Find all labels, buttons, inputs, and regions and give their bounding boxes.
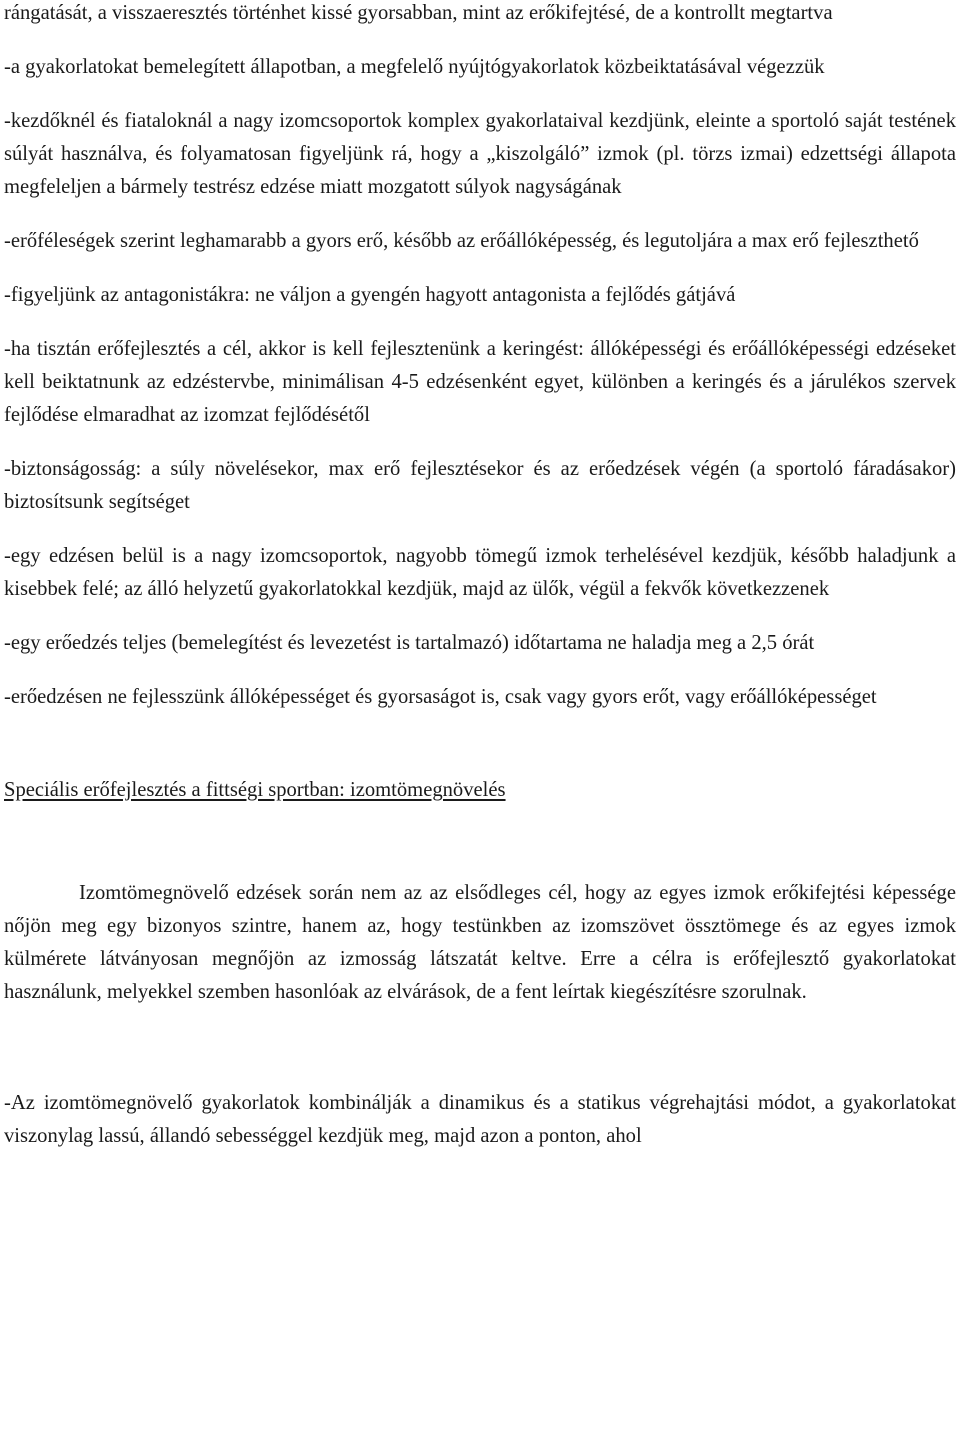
intro-paragraph: Izomtömegnövelő edzések során nem az az elsődleges cél, hogy az egyes izmok erőkifejtési képessége nőjön meg egy bizonyos szintre, hanem az, hogy testünkben az izomszövet össztömege és az egyes izmok külmérete látványosan megnőjön az izmosság látszatát keltve. Erre a célra is erőfejlesztő gyakorlatokat használunk, melyekkel szemben hasonlóak az elvárások, de a fent leírtak kiegészítésre szorulnak. (4, 882, 956, 1003)
list-item: -figyeljünk az antagonistákra: ne váljon a gyengén hagyott antagonista a fejlődés gátjává (4, 284, 736, 306)
list-item: -biztonságosság: a súly növelésekor, max erő fejlesztésekor és az erőedzések végén (a sportoló fáradásakor) biztosítsunk segítséget (4, 458, 956, 513)
list-item: -egy erőedzés teljes (bemelegítést és levezetést is tartalmazó) időtartama ne haladja meg a 2,5 órát (4, 632, 815, 654)
list-item: -Az izomtömegnövelő gyakorlatok kombinálják a dinamikus és a statikus végrehajtási módot, a gyakorlatokat viszonylag lassú, állandó sebességgel kezdjük meg, majd azon a ponton, ahol (4, 1092, 956, 1147)
list-item: -egy edzésen belül is a nagy izomcsoportok, nagyobb tömegű izmok terhelésével kezdjük, később haladjunk a kisebbek felé; az álló helyzetű gyakorlatokkal kezdjük, majd az ülők, végül a fekvők következzenek (4, 545, 956, 600)
paragraph-continuation: rángatását, a visszaeresztés történhet kissé gyorsabban, mint az erőkifejtésé, de a kontrollt megtartva (4, 2, 833, 24)
document-page (4, 0, 956, 1174)
section-heading: Speciális erőfejlesztés a fittségi sportban: izomtömegnövelés (4, 779, 506, 801)
list-item: -erőféleségek szerint leghamarabb a gyors erő, később az erőállóképesség, és legutoljára a max erő fejleszthető (4, 230, 919, 252)
list-item: -a gyakorlatokat bemelegített állapotban, a megfelelő nyújtógyakorlatok közbeiktatásával végezzük (4, 56, 825, 78)
list-item: -kezdőknél és fiataloknál a nagy izomcsoportok komplex gyakorlataival kezdjünk, eleinte a sportoló saját testének súlyát használva, és folyamatosan figyeljünk rá, hogy a „kiszolgáló” izmok (pl. törzs izmai) edzettségi állapota megfeleljen a bármely testrész edzése miatt mozgatott súlyok nagyságának (4, 110, 956, 198)
list-item: -erőedzésen ne fejlesszünk állóképességet és gyorsaságot is, csak vagy gyors erőt, vagy erőállóképességet (4, 686, 877, 708)
list-item: -ha tisztán erőfejlesztés a cél, akkor is kell fejlesztenünk a keringést: állóképességi és erőállóképességi edzéseket kell beiktatnunk az edzéstervbe, minimálisan 4-5 edzésenként egyet, különben a keringés és a járulékos szervek fejlődése elmaradhat az izomzat fejlődésétől (4, 338, 956, 426)
